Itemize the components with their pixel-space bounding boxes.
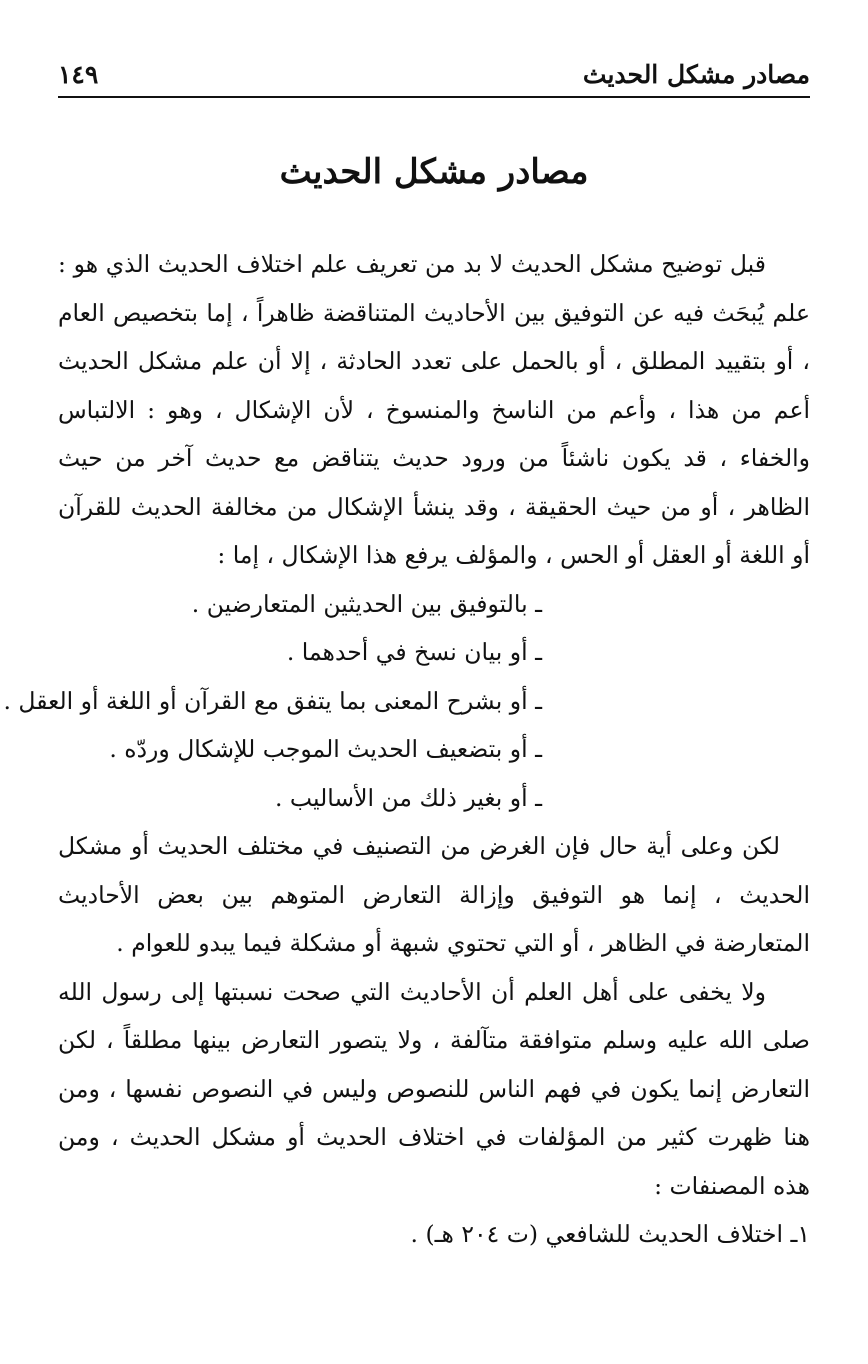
list-item-5: ـ أو بغير ذلك من الأساليب . <box>274 783 542 812</box>
chapter-title: مصادر مشكل الحديث <box>279 152 589 192</box>
paragraph-intro: قبل توضيح مشكل الحديث لا بد من تعريف علم اختلاف الحديث الذي هو : علم يُبحَث فيه عن التوفيق بين الأحاديث المتناقضة ظاهراً ، إما بتخصيص العام ، أو بتقييد المطلق ، أو بالحمل على تعدد الحادثة ، إلا أن علم مشكل الحديث أعم من هذا ، وأعم من الناسخ والمنسوخ ، لأن الإشكال ، وهو : الالتباس والخفاء ، قد يكون ناشئاً من ورود حديث يتناقض مع حديث آخر من حيث الظاهر ، أو من حيث الحقيقة ، وقد ينشأ الإشكال من مخالفة الحديث للقرآن أو اللغة أو العقل أو الحس ، والمؤلف يرفع هذا الإشكال ، إما : <box>58 250 810 569</box>
list-item-3: ـ أو بشرح المعنى بما يتفق مع القرآن أو اللغة أو العقل . <box>3 686 542 715</box>
paragraph-purpose: لكن وعلى أية حال فإن الغرض من التصنيف في مختلف الحديث أو مشكل الحديث ، إنما هو التوفيق وإزالة التعارض المتوهم بين بعض الأحاديث المتعارضة في الظاهر ، أو التي تحتوي شبهة أو مشكلة فيما يبدو للعوام . <box>58 832 810 957</box>
list-item-4: ـ أو بتضعيف الحديث الموجب للإشكال وردّه . <box>109 735 542 763</box>
running-title: مصادر مشكل الحديث <box>582 59 810 89</box>
list-item-1: ـ بالتوفيق بين الحديثين المتعارضين . <box>191 589 542 618</box>
page-number: ١٤٩ <box>58 59 99 89</box>
list-item-2: ـ أو بيان نسخ في أحدهما . <box>286 638 542 666</box>
numbered-item-1: ١ـ اختلاف الحديث للشافعي (ت ٢٠٤ هـ) . <box>410 1220 810 1248</box>
paragraph-scholars: ولا يخفى على أهل العلم أن الأحاديث التي صحت نسبتها إلى رسول الله صلى الله عليه وسلم متوافقة متآلفة ، ولا يتصور التعارض بينها مطلقاً ، لكن التعارض إنما يكون في فهم الناس للنصوص وليس في النصوص نفسها ، ومن هنا ظهرت كثير من المؤلفات في اختلاف الحديث أو مشكل الحديث ، ومن هذه المصنفات : <box>58 977 810 1200</box>
page-header <box>58 52 810 96</box>
body-text <box>3 240 810 1259</box>
header-rule <box>58 96 810 98</box>
